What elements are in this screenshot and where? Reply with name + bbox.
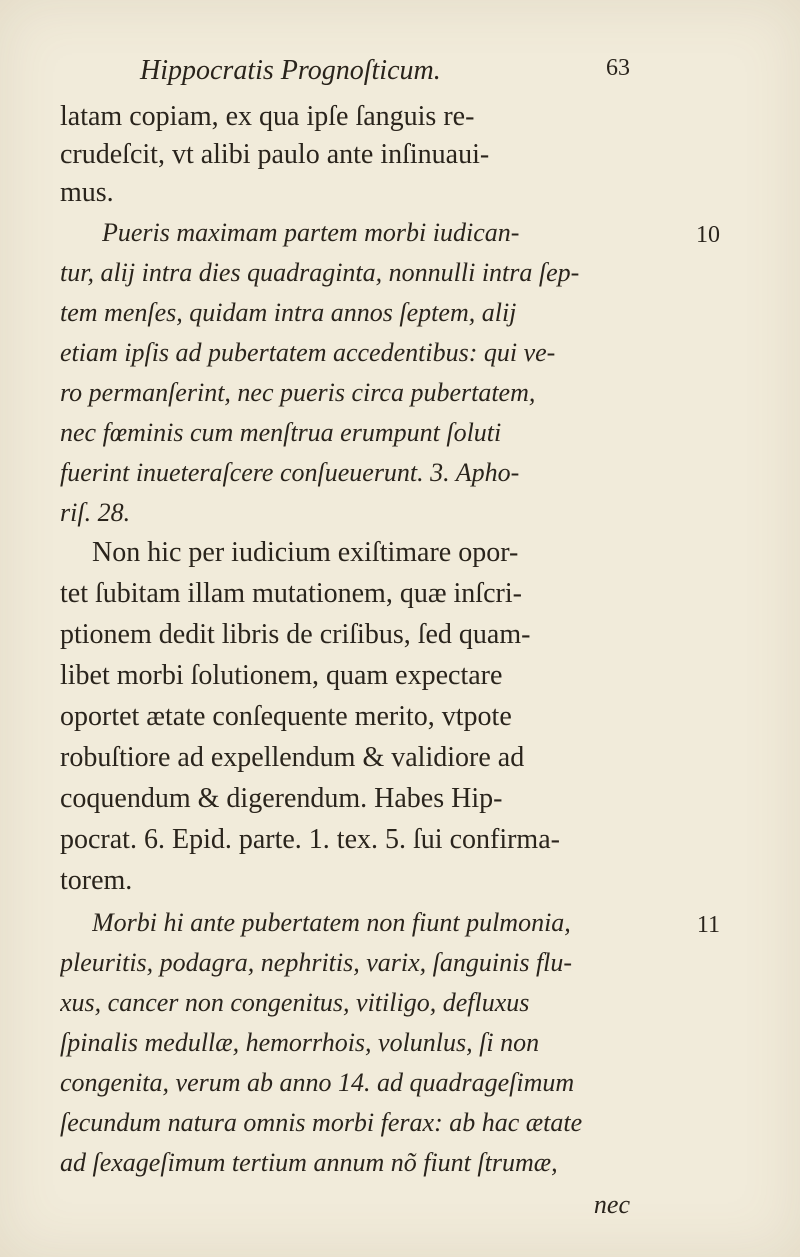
- text-line: oportet ætate conſequente merito, vtpote: [60, 701, 512, 732]
- margin-number: 11: [696, 912, 720, 938]
- text-line: ptionem dedit libris de criſibus, ſed quam-: [60, 619, 531, 650]
- text-line: latam copiam, ex qua ipſe ſanguis re-: [60, 101, 475, 132]
- text-line: mus.: [60, 177, 114, 208]
- catchword: nec: [593, 1190, 630, 1219]
- quote-line: nec fœminis cum menſtrua erumpunt ſoluti: [60, 418, 502, 447]
- page-number: 63: [606, 55, 630, 81]
- text-line: crudeſcit, vt alibi paulo ante inſinuaui-: [60, 139, 490, 170]
- quote-line: ſpinalis medullæ, hemorrhois, volunlus, ſi non: [60, 1028, 540, 1057]
- quote-line: tur, alij intra dies quadraginta, nonnulli intra ſep-: [60, 258, 580, 287]
- quote-line: Pueris maximam partem morbi iudican-: [102, 218, 520, 247]
- quote-line: ad ſexageſimum tertium annum nõ fiunt ſtrumæ,: [60, 1148, 558, 1177]
- running-title: Hippocratis Prognoſticum.: [140, 55, 441, 86]
- margin-number: 10: [696, 222, 720, 248]
- text-line: libet morbi ſolutionem, quam expectare: [60, 660, 503, 691]
- text-line: Non hic per iudicium exiſtimare opor-: [92, 537, 519, 568]
- quote-line: xus, cancer non congenitus, vitiligo, defluxus: [60, 988, 530, 1017]
- quote-line: ſecundum natura omnis morbi ferax: ab hac ætate: [60, 1108, 583, 1137]
- quote-line: tem menſes, quidam intra annos ſeptem, alij: [60, 298, 517, 327]
- running-header: [140, 55, 630, 95]
- text-line: tet ſubitam illam mutationem, quæ inſcri-: [60, 578, 522, 609]
- quote-line: congenita, verum ab anno 14. ad quadrageſimum: [60, 1068, 575, 1097]
- text-line: pocrat. 6. Epid. parte. 1. tex. 5. ſui confirma-: [60, 824, 560, 855]
- quote-line: ro permanſerint, nec pueris circa pubertatem,: [60, 378, 536, 407]
- text-line: robuſtiore ad expellendum & validiore ad: [60, 742, 525, 773]
- quote-line: Morbi hi ante pubertatem non fiunt pulmonia,: [92, 908, 571, 937]
- quote-line: pleuritis, podagra, nephritis, varix, ſanguinis flu-: [60, 948, 573, 977]
- text-line: coquendum & digerendum. Habes Hip-: [60, 783, 503, 814]
- quote-line: fuerint inueteraſcere conſueuerunt. 3. Apho-: [60, 458, 520, 487]
- quote-line: riſ. 28.: [60, 498, 131, 527]
- text-line: torem.: [60, 865, 133, 896]
- quote-line: etiam ipſis ad pubertatem accedentibus: qui ve-: [60, 338, 556, 367]
